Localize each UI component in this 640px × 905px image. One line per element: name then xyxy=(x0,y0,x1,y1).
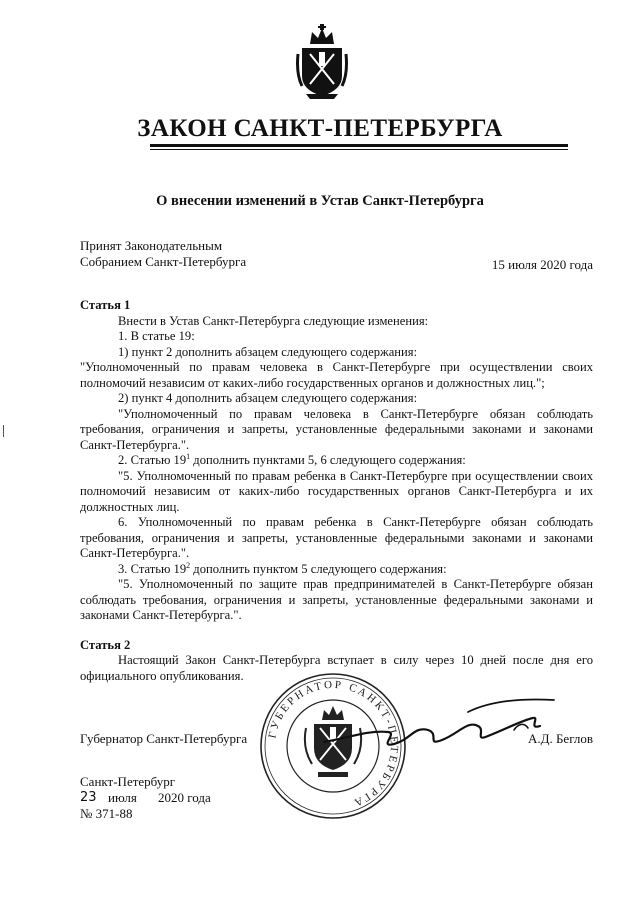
law-number: № 371-88 xyxy=(80,806,133,821)
law-title: ЗАКОН САНКТ-ПЕТЕРБУРГА xyxy=(137,115,503,142)
article-1-quote-4: 6. Уполномоченный по правам ребенка в Санкт-Петербурге обязан соблюдать требования, ограничения и запреты, установленные федеральными законами и законами Санкт-Петербурга.". xyxy=(80,515,593,560)
article-1-quote-3: "5. Уполномоченный по правам ребенка в Санкт-Петербурге при осуществлении своих полномочий независим от каких-либо государственных органов Санкт-Петербурга и их должностных лиц. xyxy=(80,468,593,514)
adoption-line-1: Принят Законодательным xyxy=(80,238,223,253)
item-3-text: 3. Статью 19 xyxy=(118,561,187,576)
article-2-heading: Статья 2 xyxy=(80,637,131,652)
article-1-heading: Статья 1 xyxy=(80,298,131,312)
seal-text: ГУБЕРНАТОР САНКТ-ПЕТЕРБУРГА xyxy=(266,678,401,810)
adoption-date: 15 июля 2020 года xyxy=(491,257,593,272)
article-1-quote-2: "Уполномоченный по правам человека в Санкт-Петербурге обязан соблюдать требования, ограничения и запреты, установленные федеральными законами и законами Санкт-Петербурга.". xyxy=(80,406,593,452)
article-1-item-1: 1. В статье 19: xyxy=(118,329,195,343)
footer-day: 23 xyxy=(80,790,97,805)
article-1-intro: Внести в Устав Санкт-Петербурга следующие изменения: xyxy=(118,313,429,328)
footer-month: июля xyxy=(108,790,137,805)
article-1-item-2 xyxy=(80,453,593,469)
footer-year: 2020 года xyxy=(158,790,211,805)
handwritten-signature xyxy=(318,690,558,760)
item-3-text-tail: дополнить пунктом 5 следующего содержания: xyxy=(190,561,447,576)
signatory-name: А.Д. Беглов xyxy=(527,731,593,746)
footer-city: Санкт-Петербург xyxy=(80,774,176,789)
margin-mark xyxy=(3,425,4,437)
law-body xyxy=(80,298,593,684)
adoption-line-2: Собранием Санкт-Петербурга xyxy=(80,254,247,269)
st-petersburg-coat-of-arms-icon xyxy=(296,24,348,100)
item-2-text-tail: дополнить пунктами 5, 6 следующего содержания: xyxy=(190,453,466,467)
law-subtitle: О внесении изменений в Устав Санкт-Петербурга xyxy=(156,193,484,209)
article-2-text: Настоящий Закон Санкт-Петербурга вступает в силу через 10 дней после дня его официального опубликования. xyxy=(80,653,593,683)
article-1-subitem-2: 2) пункт 4 дополнить абзацем следующего содержания: xyxy=(118,391,418,405)
item-2-text: 2. Статью 19 xyxy=(118,453,187,467)
article-1-subitem-1: 1) пункт 2 дополнить абзацем следующего содержания: xyxy=(118,344,418,359)
title-rule-thick xyxy=(150,144,568,147)
article-1-quote-1: "Уполномоченный по правам человека в Санкт-Петербурге при осуществлении своих полномочий независим от каких-либо государственных органов и должностных лиц."; xyxy=(80,360,593,390)
title-rule-thin xyxy=(150,149,568,150)
item-3-superscript: 2 xyxy=(186,560,191,570)
signatory-position: Губернатор Санкт-Петербурга xyxy=(80,731,248,746)
item-2-superscript: 1 xyxy=(186,451,191,461)
article-1-item-3 xyxy=(80,562,593,578)
article-1-quote-5: "5. Уполномоченный по защите прав предпринимателей в Санкт-Петербурге обязан соблюдать требования, ограничения и запреты, установленные федеральными законами и законами Санкт-Петербурга.". xyxy=(80,577,593,622)
